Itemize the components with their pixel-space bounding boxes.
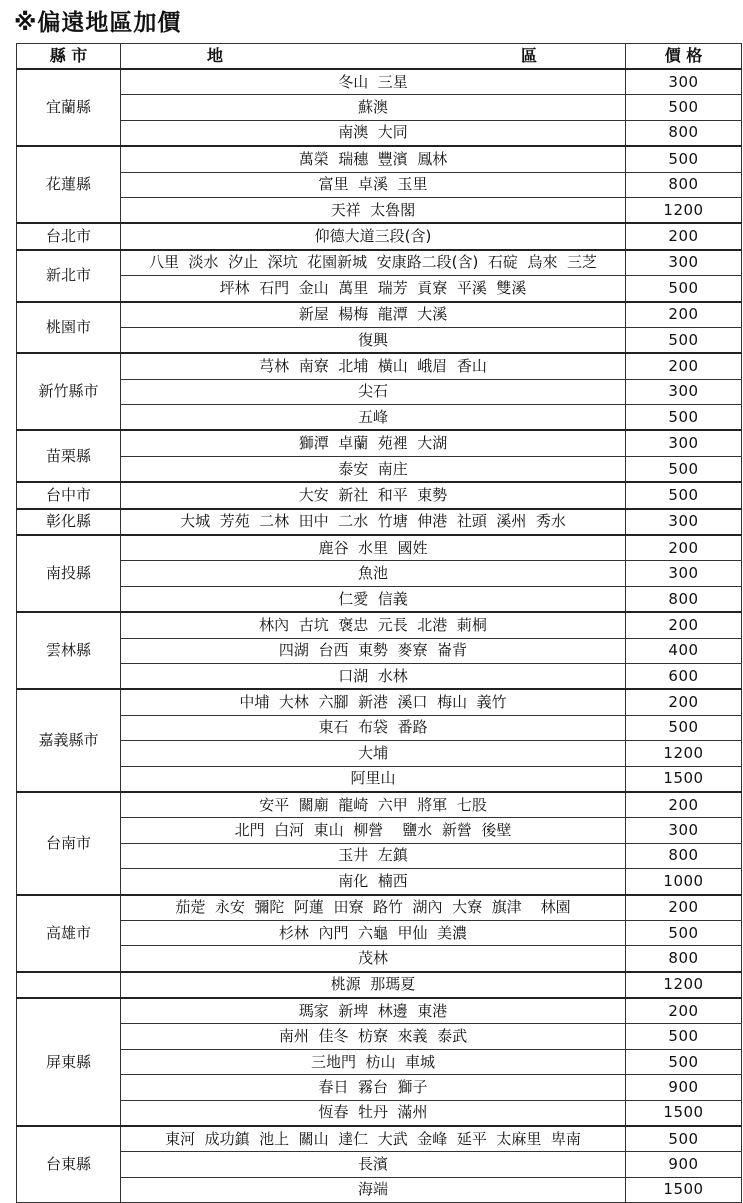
table-row — [17, 869, 742, 895]
table-row — [17, 1100, 742, 1126]
county-cell: 新竹縣市 — [17, 353, 121, 430]
table-row — [17, 327, 742, 353]
area-cell: 中埔 大林 六腳 新港 溪口 梅山 義竹 — [121, 689, 626, 715]
price-cell: 500 — [626, 715, 742, 740]
table-row — [17, 741, 742, 766]
price-cell: 300 — [626, 818, 742, 843]
price-cell: 800 — [626, 120, 742, 146]
table-row — [17, 120, 742, 146]
table-row — [17, 276, 742, 302]
area-cell: 南澳 大同 — [121, 120, 626, 146]
area-cell: 東河 成功鎮 池上 關山 達仁 大武 金峰 延平 太麻里 卑南 — [121, 1126, 626, 1152]
price-cell: 1500 — [626, 766, 742, 792]
table-row — [17, 405, 742, 431]
county-cell: 高雄市 — [17, 895, 121, 972]
area-cell: 仁愛 信義 — [121, 586, 626, 612]
table-row — [17, 146, 742, 172]
table-row — [17, 689, 742, 715]
price-cell: 500 — [626, 1024, 742, 1049]
price-cell: 300 — [626, 250, 742, 276]
table-row — [17, 998, 742, 1024]
price-cell: 900 — [626, 1152, 742, 1177]
table-row — [17, 1024, 742, 1049]
price-cell: 300 — [626, 430, 742, 456]
table-row — [17, 69, 742, 95]
area-cell: 尖石 — [121, 379, 626, 404]
table-row — [17, 1152, 742, 1177]
county-cell: 宜蘭縣 — [17, 69, 121, 146]
county-cell: 台南市 — [17, 792, 121, 895]
area-cell: 冬山 三星 — [121, 69, 626, 95]
price-cell: 200 — [626, 535, 742, 561]
price-cell: 300 — [626, 69, 742, 95]
price-cell: 200 — [626, 998, 742, 1024]
table-row — [17, 1177, 742, 1202]
table-row — [17, 561, 742, 586]
area-cell: 南化 楠西 — [121, 869, 626, 895]
table-row — [17, 379, 742, 404]
price-cell: 500 — [626, 95, 742, 120]
price-cell: 800 — [626, 172, 742, 197]
area-cell: 五峰 — [121, 405, 626, 431]
table-row — [17, 535, 742, 561]
table-row — [17, 638, 742, 663]
price-cell: 500 — [626, 482, 742, 508]
price-cell: 1200 — [626, 741, 742, 766]
header-area-left: 地 — [207, 46, 224, 65]
table-row — [17, 715, 742, 740]
area-cell: 四湖 台西 東勢 麥寮 崙背 — [121, 638, 626, 663]
table-row — [17, 223, 742, 249]
table-row — [17, 250, 742, 276]
table-row — [17, 792, 742, 818]
county-cell: 花蓮縣 — [17, 146, 121, 223]
price-cell: 1000 — [626, 869, 742, 895]
price-cell: 200 — [626, 302, 742, 328]
area-cell: 天祥 太魯閣 — [121, 197, 626, 223]
price-cell: 500 — [626, 1049, 742, 1074]
table-row — [17, 302, 742, 328]
area-cell: 蘇澳 — [121, 95, 626, 120]
county-cell: 嘉義縣市 — [17, 689, 121, 792]
county-cell: 台中市 — [17, 482, 121, 508]
price-cell: 800 — [626, 843, 742, 868]
table-row — [17, 766, 742, 792]
area-cell: 安平 關廟 龍崎 六甲 將軍 七股 — [121, 792, 626, 818]
table-row — [17, 843, 742, 868]
area-cell: 林內 古坑 褒忠 元長 北港 莿桐 — [121, 612, 626, 638]
price-cell: 300 — [626, 561, 742, 586]
table-row — [17, 353, 742, 379]
area-cell: 八里 淡水 汐止 深坑 花園新城 安康路二段(含) 石碇 烏來 三芝 — [121, 250, 626, 276]
area-cell: 北門 白河 東山 柳營 鹽水 新營 後壁 — [121, 818, 626, 843]
price-cell: 200 — [626, 895, 742, 921]
area-cell: 桃源 那瑪夏 — [121, 972, 626, 998]
table-row — [17, 920, 742, 945]
price-cell: 200 — [626, 223, 742, 249]
table-row — [17, 197, 742, 223]
price-cell: 500 — [626, 146, 742, 172]
county-cell: 新北市 — [17, 250, 121, 302]
area-cell: 口湖 水林 — [121, 663, 626, 689]
area-cell: 玉井 左鎮 — [121, 843, 626, 868]
area-cell: 春日 霧台 獅子 — [121, 1075, 626, 1100]
area-cell: 坪林 石門 金山 萬里 瑞芳 貢寮 平溪 雙溪 — [121, 276, 626, 302]
page-title: ※偏遠地區加價 — [14, 10, 182, 36]
area-cell: 復興 — [121, 327, 626, 353]
price-cell: 500 — [626, 920, 742, 945]
price-cell: 1200 — [626, 197, 742, 223]
table-row — [17, 586, 742, 612]
area-cell: 萬榮 瑞穗 豐濱 鳳林 — [121, 146, 626, 172]
table-row — [17, 1075, 742, 1100]
table-body — [17, 69, 742, 1203]
price-cell: 1500 — [626, 1177, 742, 1202]
area-cell: 三地門 枋山 車城 — [121, 1049, 626, 1074]
header-area-right: 區 — [521, 46, 538, 65]
price-cell: 200 — [626, 689, 742, 715]
area-cell: 恆春 牡丹 滿州 — [121, 1100, 626, 1126]
table-row — [17, 818, 742, 843]
price-cell: 800 — [626, 946, 742, 972]
price-cell: 500 — [626, 1126, 742, 1152]
area-cell: 鹿谷 水里 國姓 — [121, 535, 626, 561]
price-cell: 200 — [626, 612, 742, 638]
area-cell: 長濱 — [121, 1152, 626, 1177]
table-row — [17, 172, 742, 197]
table-row — [17, 972, 742, 998]
area-cell: 南州 佳冬 枋寮 來義 泰武 — [121, 1024, 626, 1049]
price-cell: 600 — [626, 663, 742, 689]
price-cell: 1200 — [626, 972, 742, 998]
area-cell: 東石 布袋 番路 — [121, 715, 626, 740]
county-cell — [17, 972, 121, 998]
table-row — [17, 509, 742, 535]
table-row — [17, 430, 742, 456]
area-cell: 杉林 內門 六龜 甲仙 美濃 — [121, 920, 626, 945]
price-cell: 300 — [626, 509, 742, 535]
price-cell: 500 — [626, 456, 742, 482]
county-cell: 屏東縣 — [17, 998, 121, 1126]
table-row — [17, 895, 742, 921]
price-cell: 800 — [626, 586, 742, 612]
table-row — [17, 612, 742, 638]
price-cell: 500 — [626, 276, 742, 302]
county-cell: 苗栗縣 — [17, 430, 121, 482]
area-cell: 大安 新社 和平 東勢 — [121, 482, 626, 508]
area-cell: 大埔 — [121, 741, 626, 766]
area-cell: 海端 — [121, 1177, 626, 1202]
area-cell: 仰德大道三段(含) — [121, 223, 626, 249]
price-cell: 200 — [626, 353, 742, 379]
area-cell: 新屋 楊梅 龍潭 大溪 — [121, 302, 626, 328]
county-cell: 彰化縣 — [17, 509, 121, 535]
price-cell: 900 — [626, 1075, 742, 1100]
area-cell: 阿里山 — [121, 766, 626, 792]
price-cell: 500 — [626, 405, 742, 431]
county-cell: 台東縣 — [17, 1126, 121, 1203]
header-area — [121, 44, 626, 70]
table-row — [17, 1126, 742, 1152]
area-cell: 大城 芳苑 二林 田中 二水 竹塘 伸港 社頭 溪州 秀水 — [121, 509, 626, 535]
price-cell: 300 — [626, 379, 742, 404]
header-price: 價 格 — [626, 44, 742, 70]
area-cell: 瑪家 新埤 林邊 東港 — [121, 998, 626, 1024]
table-row — [17, 95, 742, 120]
county-cell: 台北市 — [17, 223, 121, 249]
area-cell: 茄萣 永安 彌陀 阿蓮 田寮 路竹 湖內 大寮 旗津 林園 — [121, 895, 626, 921]
table-header-row — [17, 44, 742, 70]
county-cell: 南投縣 — [17, 535, 121, 612]
table-row — [17, 1049, 742, 1074]
surcharge-table — [16, 43, 742, 1203]
county-cell: 桃園市 — [17, 302, 121, 354]
table-row — [17, 482, 742, 508]
header-county: 縣 市 — [17, 44, 121, 70]
table-row — [17, 946, 742, 972]
area-cell: 魚池 — [121, 561, 626, 586]
county-cell: 雲林縣 — [17, 612, 121, 689]
area-cell: 茂林 — [121, 946, 626, 972]
area-cell: 獅潭 卓蘭 苑裡 大湖 — [121, 430, 626, 456]
price-cell: 1500 — [626, 1100, 742, 1126]
table-row — [17, 456, 742, 482]
price-cell: 500 — [626, 327, 742, 353]
price-cell: 400 — [626, 638, 742, 663]
area-cell: 泰安 南庄 — [121, 456, 626, 482]
table-row — [17, 663, 742, 689]
price-cell: 200 — [626, 792, 742, 818]
area-cell: 芎林 南寮 北埔 橫山 峨眉 香山 — [121, 353, 626, 379]
area-cell: 富里 卓溪 玉里 — [121, 172, 626, 197]
